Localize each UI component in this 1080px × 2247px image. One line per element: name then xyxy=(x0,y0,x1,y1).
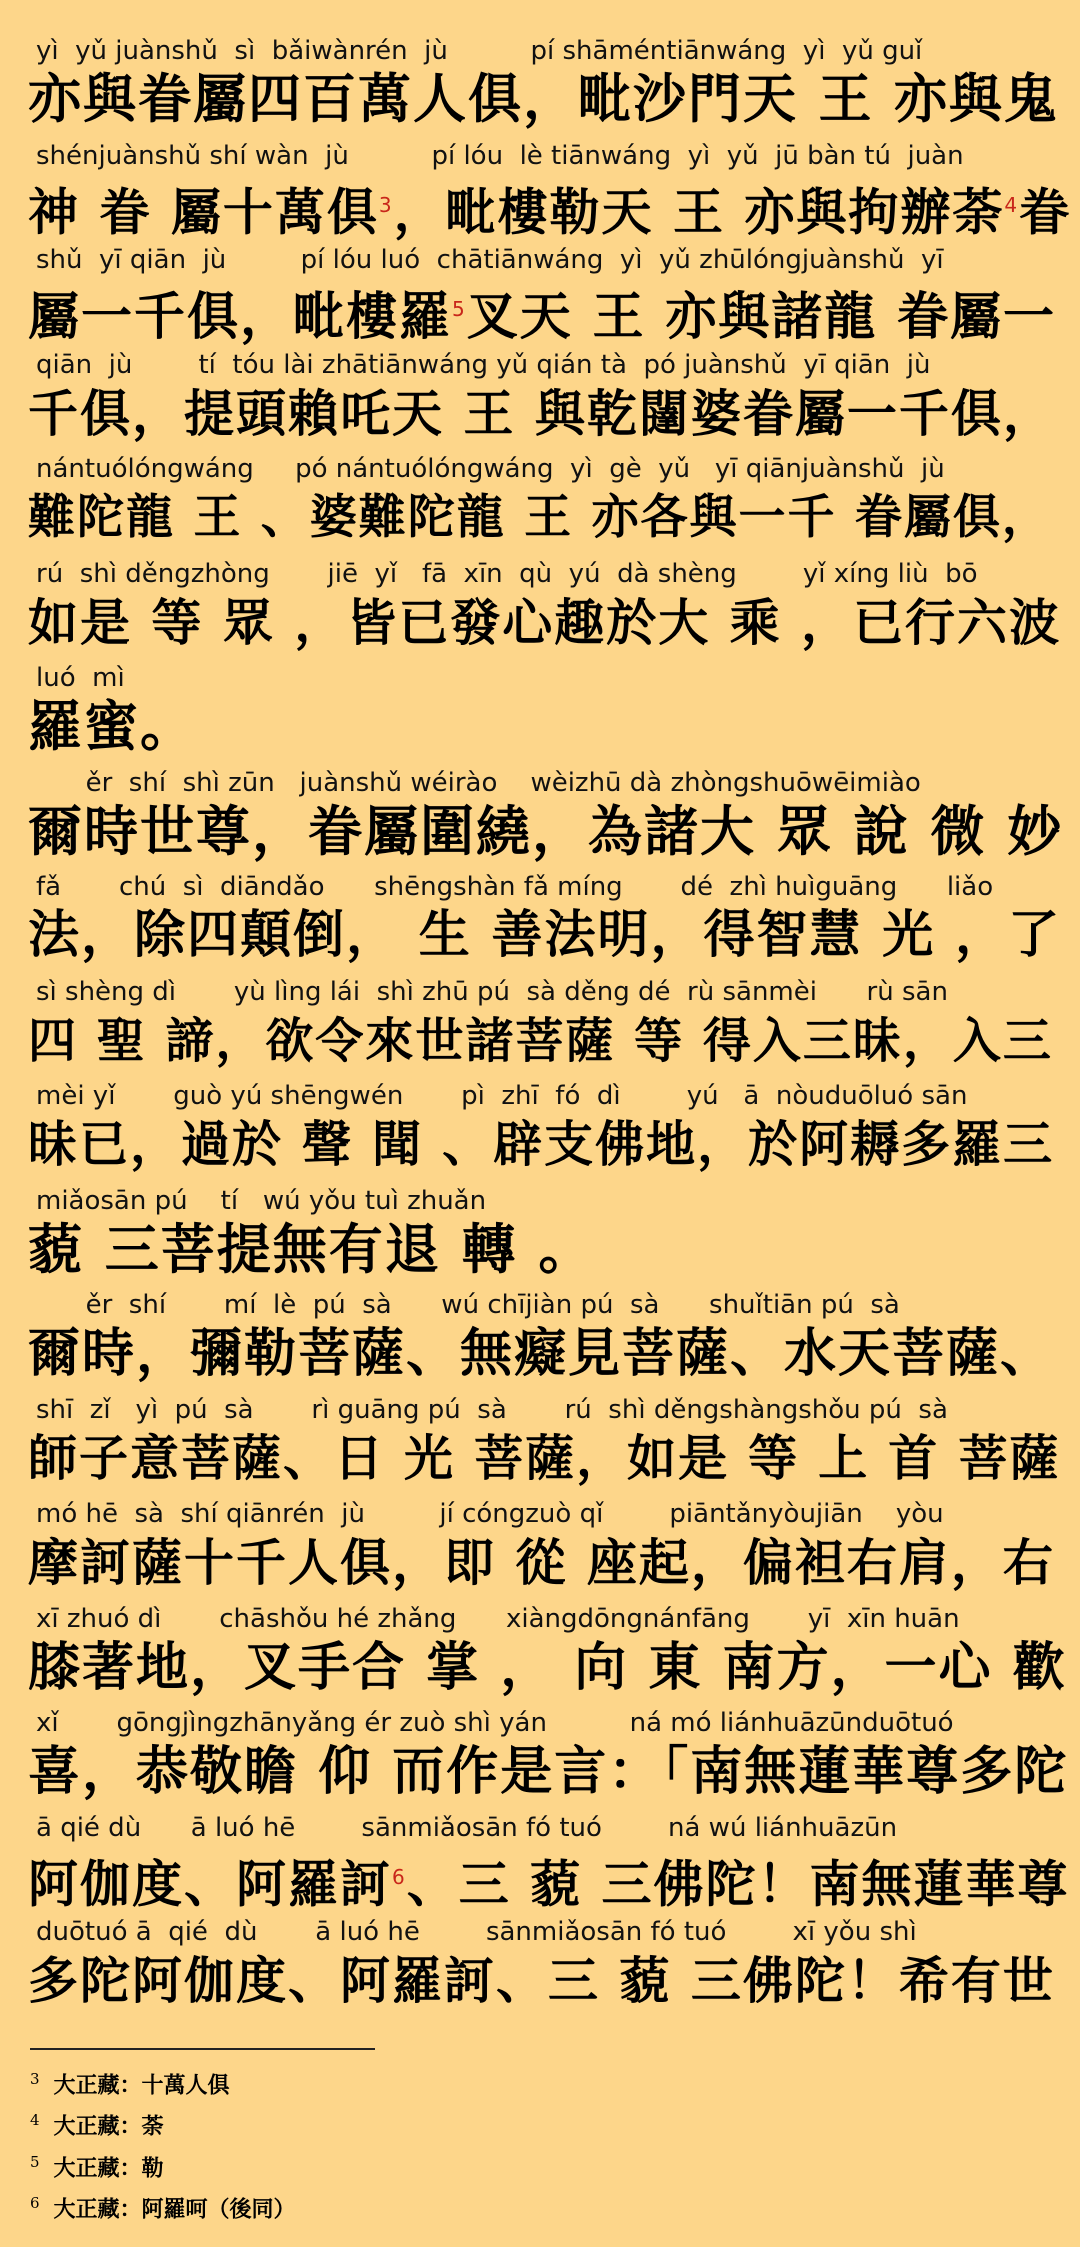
pinyin-line: nántuólóngwáng pó nántuólóngwáng yì gè yǔ yī qiānjuànshǔ jù xyxy=(36,454,945,484)
footnote-5: $^5$ 大正藏：勒 xyxy=(30,2152,164,2181)
text-line xyxy=(0,141,1080,245)
hanzi-line xyxy=(28,1427,1070,1491)
hanzi-segment: 摩訶薩十千人俱，即 從 座起，偏袒右肩，右 xyxy=(28,1534,1055,1592)
footnote-marker: 5 xyxy=(452,297,467,321)
hanzi-segment: 千俱，提頭賴吒天 王 與乾闥婆眷屬一千俱， xyxy=(28,384,1055,443)
hanzi-line xyxy=(28,591,1070,655)
hanzi-segment: ，毗樓勒天 王 亦與拘辦荼 xyxy=(393,183,1005,242)
text-line xyxy=(0,245,1080,349)
hanzi-segment: 師子意菩薩、日 光 菩薩，如是 等 上 首 菩薩 xyxy=(28,1429,1061,1487)
text-line xyxy=(0,559,1080,663)
text-line xyxy=(0,1290,1080,1394)
text-line xyxy=(0,1813,1080,1917)
pinyin-line: fǎ chú sì diāndǎo shēngshàn fǎ míng dé zhì huìguāng liǎo xyxy=(36,872,994,902)
hanzi-line xyxy=(28,1218,1070,1282)
text-line xyxy=(0,1499,1080,1603)
hanzi-line xyxy=(28,382,1070,446)
footnote-marker: 3 xyxy=(378,192,394,217)
hanzi-line xyxy=(28,1531,1070,1595)
hanzi-segment: 眷 xyxy=(1019,183,1072,242)
pinyin-line: duōtuó ā qié dù ā luó hē sānmiǎosān fó tuó xī yǒu shì xyxy=(36,1917,917,1947)
hanzi-line xyxy=(28,800,1070,864)
text-line xyxy=(0,663,1080,767)
pinyin-line: mó hē sà shí qiānrén jù jí cóngzuò qǐ piāntǎnyòujiān yòu xyxy=(36,1499,944,1529)
pinyin-line: miǎosān pú tí wú yǒu tuì zhuǎn xyxy=(36,1185,487,1216)
hanzi-line xyxy=(28,68,1070,132)
hanzi-segment: 四 聖 諦，欲令來世諸菩薩 等 得入三昧，入三 xyxy=(28,1012,1053,1069)
hanzi-line xyxy=(28,1949,1070,2013)
pinyin-line: shǔ yī qiān jù pí lóu luó chātiānwáng yì yǔ zhūlóngjuànshǔ yī xyxy=(36,245,944,275)
hanzi-segment: 爾時世尊，眷屬圍繞，為諸大 眾 說 微 妙 xyxy=(28,799,1064,863)
text-line xyxy=(0,1186,1080,1290)
text-line xyxy=(0,1395,1080,1499)
hanzi-line xyxy=(28,1322,1070,1386)
hanzi-line xyxy=(28,1009,1070,1073)
pinyin-line: yì yǔ juànshǔ sì bǎiwànrén jù pí shāméntiānwáng yì yǔ guǐ xyxy=(36,36,923,66)
pinyin-line: luó mì xyxy=(36,663,125,693)
hanzi-segment: 難陀龍 王 、婆難陀龍 王 亦各與一千 眷屬俱， xyxy=(28,490,1051,545)
hanzi-segment: 阿伽度、阿羅訶 xyxy=(28,1855,392,1914)
hanzi-segment: 藐 三菩提無有退 轉 。 xyxy=(28,1217,595,1281)
text-line xyxy=(0,977,1080,1081)
hanzi-line xyxy=(28,1636,1070,1700)
pinyin-line: rú shì děngzhòng jiē yǐ fā xīn qù yú dà shèng yǐ xíng liù bō xyxy=(36,558,978,589)
hanzi-line xyxy=(28,1113,1070,1177)
footnote-marker: 4 xyxy=(1004,192,1020,217)
text-line xyxy=(0,454,1080,558)
hanzi-line xyxy=(28,1740,1070,1804)
pinyin-line: xī zhuó dì chāshǒu hé zhǎng xiàngdōngnánfāng yī xīn huān xyxy=(36,1603,960,1634)
footnote-divider xyxy=(30,2048,375,2050)
hanzi-segment: 多陀阿伽度、阿羅訶、三 藐 三佛陀！希有世 xyxy=(28,1952,1055,2010)
text-line xyxy=(0,872,1080,976)
hanzi-segment: 屬一千俱，毗樓羅 xyxy=(28,288,453,347)
hanzi-segment: 如是 等 眾 ，皆已發心趣於大 乘 ，已行六波 xyxy=(28,593,1062,652)
hanzi-line xyxy=(28,1845,1070,1917)
text-line xyxy=(0,1604,1080,1708)
hanzi-segment: 爾時，彌勒菩薩、無癡見菩薩、水天菩薩、 xyxy=(28,1324,1055,1384)
text-line xyxy=(0,1081,1080,1185)
text-line xyxy=(0,768,1080,872)
pinyin-line: mèi yǐ guò yú shēngwén pì zhī fó dì yú ā nòuduōluó sān xyxy=(36,1081,968,1111)
footnote-marker: 6 xyxy=(392,1864,407,1889)
hanzi-segment: 昧已，過於 聲 聞 、辟支佛地，於阿耨多羅三 xyxy=(28,1116,1055,1173)
pinyin-line: xǐ gōngjìngzhānyǎng ér zuò shì yán ná mó liánhuāzūnduōtuó xyxy=(36,1708,954,1738)
hanzi-segment: 羅蜜。 xyxy=(28,695,196,758)
text-line xyxy=(0,1708,1080,1812)
hanzi-line xyxy=(28,173,1070,245)
footnote-6: $^6$ 大正藏：阿羅呵（後同） xyxy=(30,2193,296,2223)
footnotes xyxy=(30,2048,1050,2227)
text-line xyxy=(0,350,1080,454)
hanzi-segment: 叉天 王 亦與諸龍 眷屬一 xyxy=(466,288,1057,347)
pinyin-line: ěr shí shì zūn juànshǔ wéirào wèizhū dà zhòngshuōwēimiào xyxy=(36,767,921,798)
pinyin-line: ěr shí mí lè pú sà wú chījiàn pú sà shuǐtiān pú sà xyxy=(36,1290,900,1320)
footnote-3: $^3$ 大正藏：十萬人俱 xyxy=(30,2070,230,2099)
hanzi-segment: 亦與眷屬四百萬人俱，毗沙門天 王 亦與鬼 xyxy=(28,69,1059,130)
hanzi-segment: 、三 藐 三佛陀！南無蓮華尊 xyxy=(406,1855,1070,1914)
hanzi-segment: 膝著地，叉手合 掌 ， 向 東 南方，一心 歡 xyxy=(28,1637,1067,1698)
pinyin-line: shī zǐ yì pú sà rì guāng pú sà rú shì děngshàngshǒu pú sà xyxy=(36,1394,948,1425)
hanzi-segment: 喜，恭敬瞻 仰 而作是言：「南無蓮華尊多陀 xyxy=(28,1742,1069,1802)
pinyin-line: qiān jù tí tóu lài zhātiānwáng yǔ qián tà pó juànshǔ yī qiān jù xyxy=(36,349,931,380)
hanzi-line xyxy=(28,486,1070,550)
hanzi-segment: 法，除四顛倒， 生 善法明，得智慧 光 ，了 xyxy=(28,906,1062,965)
text-line xyxy=(0,1917,1080,2021)
hanzi-line xyxy=(28,277,1070,350)
footnote-4: $^4$ 大正藏：荼 xyxy=(30,2111,164,2140)
hanzi-line xyxy=(28,904,1070,968)
hanzi-line xyxy=(28,695,1070,759)
hanzi-segment: 神 眷 屬十萬俱 xyxy=(28,183,379,242)
pinyin-line: ā qié dù ā luó hē sānmiǎosān fó tuó ná wú liánhuāzūn xyxy=(36,1812,898,1843)
pinyin-line: shénjuànshǔ shí wàn jù pí lóu lè tiānwáng yì yǔ jū bàn tú juàn xyxy=(36,140,964,171)
pinyin-line: sì shèng dì yù lìng lái shì zhū pú sà děng dé rù sānmèi rù sān xyxy=(36,976,948,1007)
text-line xyxy=(0,36,1080,140)
